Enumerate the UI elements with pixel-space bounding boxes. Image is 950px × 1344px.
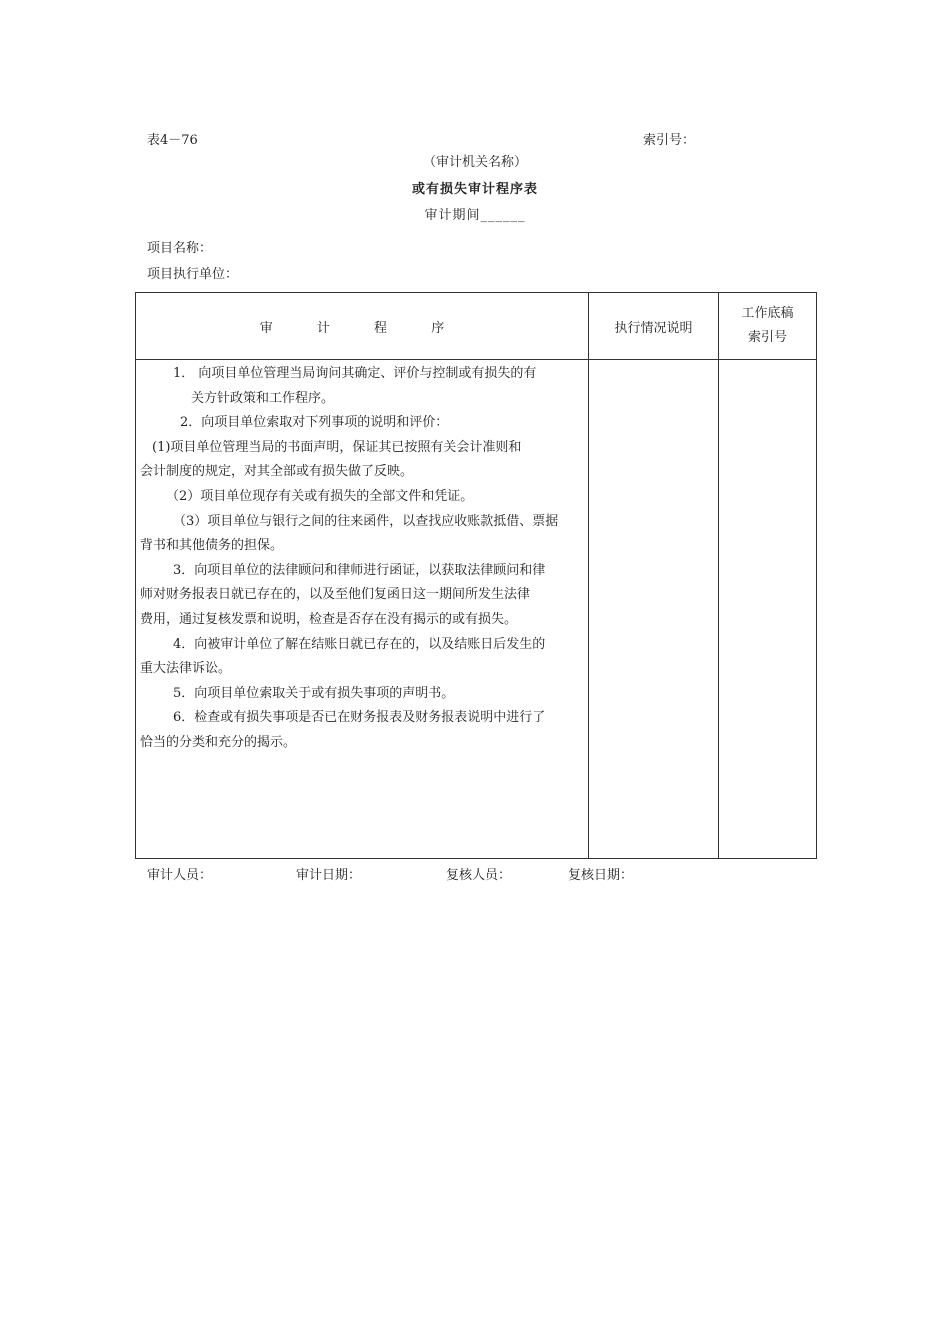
- procedure-line: (1)项目单位管理当局的书面声明，保证其已按照有关会计准则和: [152, 439, 522, 455]
- procedure-line: 3．向项目单位的法律顾问和律师进行函证，以获取法律顾问和律: [173, 562, 546, 578]
- header-ref-line2: 索引号: [747, 330, 787, 345]
- project-name-label: 项目名称：: [147, 241, 213, 256]
- header-ref-line1: 工作底稿: [741, 306, 794, 321]
- header-procedure: 审 计 程 序: [136, 293, 589, 360]
- procedure-line: （2）项目单位现存有关或有损失的全部文件和凭证。: [166, 488, 474, 504]
- procedure-line: 费用，通过复核发票和说明，检查是否存在没有揭示的或有损失。: [140, 611, 518, 627]
- procedure-line: 4．向被审计单位了解在结账日就已存在的，以及结账日后发生的: [173, 636, 546, 652]
- header-workpaper-ref: [719, 293, 817, 360]
- table-number: 表4－76: [147, 133, 198, 148]
- footer-review-date-label: 复核日期：: [568, 868, 634, 883]
- procedure-line: 5．向项目单位索取关于或有损失事项的声明书。: [173, 685, 455, 701]
- index-number-label: 索引号：: [643, 133, 696, 148]
- footer-reviewer-label: 复核人员：: [446, 868, 512, 883]
- procedure-line: 关方针政策和工作程序。: [191, 390, 335, 406]
- footer-audit-date-label: 审计日期：: [296, 868, 362, 883]
- execution-notes-cell[interactable]: [589, 360, 719, 859]
- table-header-row: [136, 293, 817, 360]
- audit-period: 审计期间______: [424, 208, 526, 223]
- project-unit-label: 项目执行单位：: [147, 267, 239, 282]
- procedure-line: 背书和其他债务的担保。: [140, 538, 284, 554]
- audit-org-name: （审计机关名称）: [422, 155, 527, 170]
- procedure-line: 2．向项目单位索取对下列事项的说明和评价：: [180, 415, 449, 431]
- procedure-line: 会计制度的规定，对其全部或有损失做了反映。: [140, 464, 414, 480]
- workpaper-ref-cell[interactable]: [719, 360, 817, 859]
- procedure-line: 师对财务报表日就已存在的，以及至他们复函日这一期间所发生法律: [140, 587, 531, 603]
- header-execution: 执行情况说明: [589, 293, 719, 360]
- procedure-line: 1． 向项目单位管理当局询问其确定、评价与控制或有损失的有: [173, 366, 537, 381]
- footer-auditor-label: 审计人员：: [147, 868, 213, 883]
- document-title: 或有损失审计程序表: [411, 182, 538, 197]
- table-row: [136, 360, 817, 859]
- procedure-line: 重大法律诉讼。: [140, 661, 232, 677]
- procedure-line: （3）项目单位与银行之间的往来函件，以查找应收账款抵借、票据: [173, 513, 559, 529]
- procedure-cell: [136, 360, 589, 859]
- procedure-line: 恰当的分类和充分的揭示。: [140, 734, 297, 750]
- audit-procedure-table: [135, 292, 817, 859]
- procedure-line: 6．检查或有损失事项是否已在财务报表及财务报表说明中进行了: [173, 710, 546, 726]
